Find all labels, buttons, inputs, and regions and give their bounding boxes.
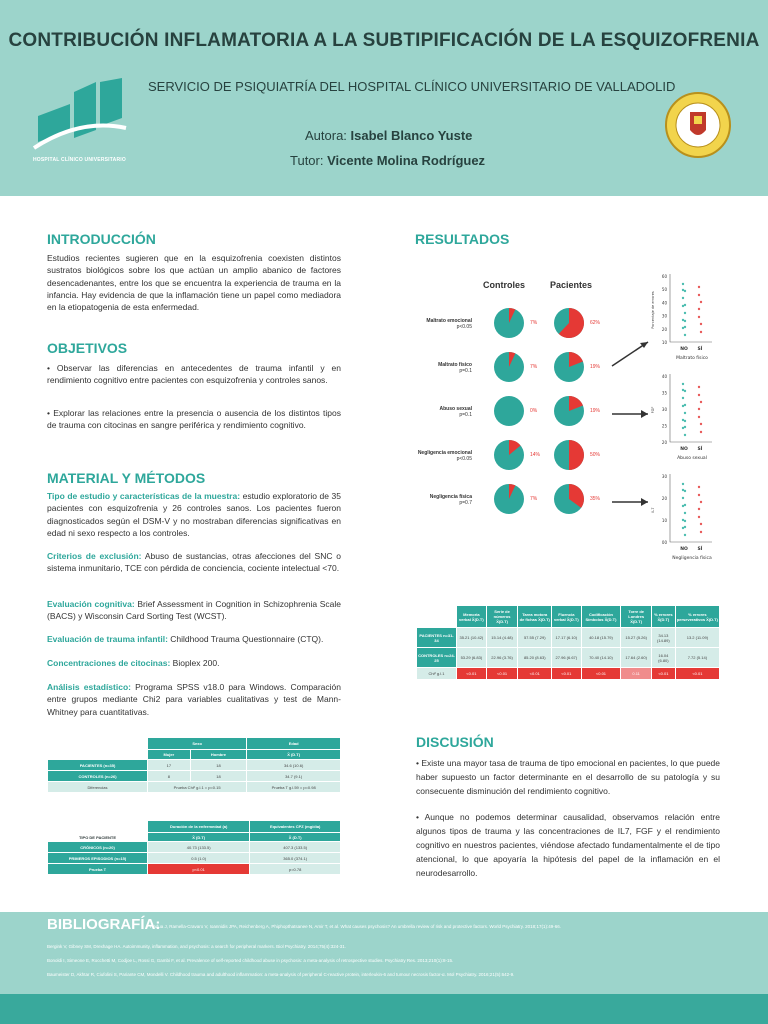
axis: [670, 474, 712, 542]
tick-label: 10: [661, 340, 667, 345]
pie-percent: 7%: [530, 320, 538, 326]
scatter-point: [698, 386, 700, 388]
tick-label: 00: [661, 540, 667, 545]
table-cell: 15.14 (4.48): [486, 628, 518, 648]
scatter-point: [698, 416, 700, 418]
table-cell: 17.17 (6.10): [552, 628, 582, 648]
tick-label: 30: [661, 313, 667, 319]
resultados-heading: RESULTADOS: [415, 231, 510, 247]
table-cell: <0.01: [581, 668, 621, 680]
intro-text: Estudios recientes sugieren que en la esquizofrenia coexisten distintos sustratos biológicos sobre los que actúan un amplio abanico de factores desencadenantes, entre los que se encuentra la experiencia de trauma en la infancia. Hay evidencia de que la inflamación tiene un papel como mediadora en la etiopatogenia de esta enfermedad.: [47, 253, 341, 313]
scatter-point: [682, 489, 684, 491]
metodos-item-1: [47, 550, 341, 575]
hospital-name: HOSPITAL CLÍNICO UNIVERSITARIO: [33, 157, 126, 163]
scatter-point: [700, 301, 702, 303]
table-cell: 40.73 (133.5): [148, 842, 250, 853]
poster-title: CONTRIBUCIÓN INFLAMATORIA A LA SUBTIPIFICACIÓN DE LA ESQUIZOFRENIA: [8, 30, 760, 51]
table-cell: 0.11: [621, 668, 652, 680]
scatter-point: [682, 289, 684, 291]
metodos-text: Brief Assessment in Cognition in Schizophrenia Scale (BACS) y Wisconsin Card Sorting Test (WCST).: [47, 599, 341, 622]
pie-base: [494, 396, 524, 426]
table-cell: 407.3 (133.5): [250, 842, 341, 853]
table-cell: CRÓNICOS (n=20): [48, 842, 148, 853]
x-tick-label: NO: [680, 547, 688, 552]
table-cell: 40.18 (15.79): [581, 628, 621, 648]
scatter-plot: [650, 270, 720, 366]
scatter-point: [700, 431, 702, 433]
table-cell: <0.01: [518, 668, 552, 680]
objetivos-p1: • Observar las diferencias en antecedentes de trauma infantil y en rendimiento cognitivo entre pacientes con esquizofrenia y controles sanos.: [47, 363, 341, 386]
duration-table: [47, 820, 341, 875]
pie-slice: [569, 440, 584, 470]
y-axis-label: IL7: [651, 507, 655, 513]
scatter-point: [682, 319, 684, 321]
th-cognition: Tarea motora de fichas X̄(D.T): [518, 606, 552, 628]
pie-percent: 7%: [530, 496, 538, 502]
tick-label: 30: [661, 407, 667, 412]
pie-pacientes: [552, 482, 586, 516]
scatter-point: [698, 408, 700, 410]
footer-band: [0, 994, 768, 1024]
scatter-point: [684, 404, 686, 406]
intro-heading: INTRODUCCIÓN: [47, 231, 156, 247]
th-sub: X̄ (D.T): [148, 833, 250, 842]
metodos-item-4: [47, 657, 341, 669]
tick-label: 50: [661, 287, 667, 293]
tick-label: 20: [661, 440, 667, 445]
scatter-point: [700, 523, 702, 525]
table-cell: p<0.01: [148, 864, 250, 875]
th-cognition: Fluencia verbal X̄(D.T): [552, 606, 582, 628]
metodos-text: Programa SPSS v18.0 para Windows. Comparación entre grupos mediante Chi2 para variables cualitativas y test de Mann-Whitney para cuantitativas.: [47, 682, 341, 717]
scatter-point: [700, 531, 702, 533]
scatter-point: [698, 286, 700, 288]
row-group: PACIENTES n=31-34: [417, 628, 457, 648]
th-edad-sub: X̄ (D.T): [247, 750, 341, 760]
pie-controles: [492, 394, 526, 428]
table-cell: 365.0 (374.1): [250, 853, 341, 864]
scatter-point: [684, 434, 686, 436]
x-tick-label: NO: [680, 347, 688, 352]
reference: Bergink V, Gibney SM, Drexhage HA. Autoimmunity, inflammation, and psychosis: a search for peripheral markers. Biol Psychiatry. 2014;75(4):324-31.: [47, 944, 347, 949]
metodos-item-3: [47, 633, 341, 645]
table-cell: 18: [190, 771, 247, 782]
discusion-heading: DISCUSIÓN: [416, 734, 494, 750]
table-cell: <0.01: [486, 668, 518, 680]
scatter-point: [700, 323, 702, 325]
table-cell: 15.27 (5.26): [621, 628, 652, 648]
table-cell: 7.72 (5.14): [675, 648, 719, 668]
table-cell: 13.2 (11.09): [675, 628, 719, 648]
table-cell: 17.64 (2.60): [621, 648, 652, 668]
discusion-p1: • Existe una mayor tasa de trauma de tipo emocional en pacientes, lo que puede haber supuesto un factor determinante en el desarrollo de su patología y su consecuente disminución del rendimiento cognitivo.: [416, 758, 720, 796]
table-cell: Diferencias: [48, 782, 148, 793]
author-label: Autora:: [305, 128, 347, 143]
pie-percent: 7%: [530, 364, 538, 370]
pie-pacientes: [552, 438, 586, 472]
objetivos-heading: OBJETIVOS: [47, 340, 128, 356]
x-tick-label: SÍ: [697, 547, 703, 552]
tick-label: 40: [661, 300, 667, 306]
tick-label: 20: [661, 496, 667, 501]
controles-label: Controles: [483, 280, 526, 290]
scatter-point: [684, 326, 686, 328]
scatter-point: [682, 419, 684, 421]
scatter-point: [700, 401, 702, 403]
th-tipo: TIPO DE PACIENTE: [48, 833, 148, 842]
tick-label: 25: [661, 423, 667, 429]
author-name: Isabel Blanco Yuste: [350, 128, 473, 143]
table-cell: PACIENTES (n=35): [48, 760, 148, 771]
y-axis-label: Porcentaje de errores: [651, 291, 655, 329]
scatter-point: [698, 494, 700, 496]
table-cell: 22.96 (3.76): [486, 648, 518, 668]
tick-label: 60: [661, 274, 667, 279]
pie-controles: [492, 438, 526, 472]
pie-pacientes: [552, 394, 586, 428]
pie-row-label: Negligencia emocional p<0.05: [417, 450, 472, 462]
metodos-item-0: [47, 490, 341, 539]
pie-controles: [492, 350, 526, 384]
table-cell: CONTROLES (n=26): [48, 771, 148, 782]
metodos-label: Análisis estadístico:: [47, 682, 131, 692]
th-cpz: Equivalentes CPZ (mg/día): [250, 821, 341, 833]
table-cell: 53.29 (6.83): [457, 648, 487, 668]
metodos-label: Evaluación cognitiva:: [47, 599, 135, 609]
metodos-label: Concentraciones de citocinas:: [47, 658, 171, 668]
th-cognition: Memoria verbal X̄(D.T): [457, 606, 487, 628]
pie-row-label: Maltrato emocional p<0.05: [426, 318, 472, 330]
table-cell: PRIMEROS EPISODIOS (n=15): [48, 853, 148, 864]
scatter-point: [698, 394, 700, 396]
y-axis-label: FGF: [651, 406, 655, 414]
scatter-point: [684, 412, 686, 414]
axis: [670, 374, 712, 442]
th-mujer: Mujer: [148, 750, 191, 760]
scatter-point: [698, 294, 700, 296]
scatter-point: [698, 486, 700, 488]
x-axis-label: Maltrato físico: [676, 356, 708, 361]
th-hombre: Hombre: [190, 750, 247, 760]
metodos-label: Criterios de exclusión:: [47, 551, 142, 561]
x-tick-label: SÍ: [697, 347, 703, 352]
scatter-point: [700, 423, 702, 425]
table-cell: <0.01: [675, 668, 719, 680]
scatter-point: [682, 519, 684, 521]
tick-label: 30: [661, 474, 667, 479]
th-cognition: Codificación Símbolos X̄(D.T): [581, 606, 621, 628]
th-edad: Edad: [247, 738, 341, 750]
metodos-item-2: [47, 598, 341, 623]
x-tick-label: SÍ: [697, 447, 703, 452]
table-cell: 27.96 (6.67): [552, 648, 582, 668]
axis: [670, 274, 712, 342]
bibliography-heading: BIBLIOGRAFÍA:: [47, 916, 161, 933]
scatter-point: [682, 383, 684, 385]
scatter-point: [698, 308, 700, 310]
objetivos-p2: • Explorar las relaciones entre la presencia o ausencia de los distintos tipos de trauma con citocinas en sangre periférica y rendimiento cognitivo.: [47, 408, 341, 431]
pie-row-label: Abuso sexual p=0.1: [439, 406, 472, 418]
pie-percent: 35%: [590, 496, 601, 502]
scatter-point: [698, 516, 700, 518]
pie-chart-grid: [400, 298, 620, 518]
table-cell: <0.01: [552, 668, 582, 680]
metodos-text: Bioplex 200.: [170, 658, 220, 668]
scatter-point: [700, 501, 702, 503]
scatter-point: [682, 397, 684, 399]
row-group: CONTROLES n=24-25: [417, 648, 457, 668]
pie-percent: 14%: [530, 452, 541, 458]
table-cell: <0.01: [457, 668, 487, 680]
table-cell: 8: [148, 771, 191, 782]
table-cell: 85.20 (8.63): [518, 648, 552, 668]
row-group: Chi² g.l.1: [417, 668, 457, 680]
th-sexo: Sexo: [148, 738, 247, 750]
pie-percent: 50%: [590, 452, 601, 458]
table-cell: Prueba T g.l.59 = p=0.98: [247, 782, 341, 793]
demographics-table: [47, 737, 341, 793]
university-seal: [664, 82, 732, 168]
x-tick-label: NO: [680, 447, 688, 452]
table-cell: 17: [148, 760, 191, 771]
scatter-point: [700, 331, 702, 333]
scatter-point: [698, 316, 700, 318]
metodos-text: Childhood Trauma Questionnaire (CTQ).: [167, 634, 324, 644]
table-cell: Prueba T: [48, 864, 148, 875]
tutor-name: Vicente Molina Rodríguez: [327, 153, 486, 168]
scatter-point: [684, 504, 686, 506]
tick-label: 40: [661, 374, 667, 379]
th-cognition: % errores perseverativos X̄(D.T): [675, 606, 719, 628]
th-sub: X̄ (D.T): [250, 833, 341, 842]
tutor-label: Tutor:: [290, 153, 324, 168]
pie-pacientes: [552, 306, 586, 340]
metodos-label: Evaluación de trauma infantil:: [47, 634, 168, 644]
th-duracion: Duración de la enfermedad (a): [148, 821, 250, 833]
metodos-item-5: [47, 681, 341, 718]
scatter-plots: [650, 270, 720, 580]
pie-percent: 0%: [530, 408, 538, 414]
scatter-point: [698, 508, 700, 510]
pie-row-label: Maltrato físico p=0.1: [438, 362, 472, 374]
pie-percent: 62%: [590, 320, 601, 326]
scatter-point: [682, 297, 684, 299]
table-cell: Prueba Chi² g.l.1 = p=0.15: [148, 782, 247, 793]
scatter-point: [684, 534, 686, 536]
scatter-point: [684, 512, 686, 514]
scatter-point: [682, 497, 684, 499]
discusion-p2: • Aunque no podemos determinar causalidad, observamos relación entre algunos tipos de trauma y las concentraciones de IL7, FGF y el rendimiento cognitivo en nuestros pacientes, viéndose afectado fundamentalmente el de tipo atencional, lo que apoyaría la hipótesis del papel de la inflamación en el neurodesarrollo.: [416, 812, 720, 878]
table-cell: 16.04 (6.80): [651, 648, 675, 668]
th-cognition: Serie de números X̄(D.T): [486, 606, 518, 628]
scatter-point: [684, 334, 686, 336]
pie-percent: 19%: [590, 364, 601, 370]
pie-controles: [492, 482, 526, 516]
tick-label: 20: [661, 326, 667, 332]
poster-subtitle: SERVICIO DE PSIQUIATRÍA DEL HOSPITAL CLÍNICO UNIVERSITARIO DE VALLADOLID: [148, 79, 676, 94]
metodos-text: Abuso de sustancias, otras afecciones del SNC o sistema inmunitario, TCE con pérdida de conciencia, cociente intelectual <70.: [47, 551, 341, 574]
scatter-point: [684, 426, 686, 428]
metodos-heading: MATERIAL Y MÉTODOS: [47, 470, 206, 486]
pie-percent: 19%: [590, 408, 601, 414]
x-axis-label: Abuso sexual: [677, 456, 707, 461]
table-cell: 34.13 (14.89): [651, 628, 675, 648]
th-cognition: % errores X̄(D.T): [651, 606, 675, 628]
scatter-point: [684, 312, 686, 314]
pie-controles: [492, 306, 526, 340]
table-cell: 34.7 (9.1): [247, 771, 341, 782]
table-cell: 34.6 (10.6): [247, 760, 341, 771]
scatter-point: [682, 283, 684, 285]
scatter-point: [684, 526, 686, 528]
hospital-logo: [30, 78, 130, 156]
table-corner: [417, 606, 457, 628]
metodos-text: estudio exploratorio de 35 pacientes con esquizofrenia y 26 controles sanos. Los pacientes fueron diagnosticados según el DSM-V y no mostraban diferencias significativas en edad ni sexo respecto a los controles.: [47, 491, 341, 538]
reference: Radua J, Ramella-Cravaro V, Ioannidis JPA, Reichenberg A, Phiphopthatsanee N, Amir T, et al. What causes psychosis? An umbrella review of risk and protective factors. World Psychiatry. 2018;17(1):49-66.: [150, 924, 561, 929]
table-cell: 18: [190, 760, 247, 771]
reference: Baumeister D, Akhtar R, Ciufolini S, Pariante CM, Mondelli V. Childhood trauma and adulthood inflammation: a meta-analysis of peripheral C-reactive protein, interleukin-6 and tumour necrosis factor-α. Mol Psychiatry. 2016;21(5):642-9.: [47, 972, 515, 977]
arrows: [608, 330, 652, 530]
cognition-table: [416, 605, 720, 680]
metodos-label: Tipo de estudio y características de la muestra:: [47, 491, 241, 501]
scatter-plot: [650, 370, 720, 466]
table-cell: 57.55 (7.29): [518, 628, 552, 648]
pie-row-label: Negligencia física p=0.7: [429, 494, 472, 506]
th-cognition: Torre de Londres X̄(D.T): [621, 606, 652, 628]
tick-label: 10: [661, 518, 667, 523]
tick-label: 35: [661, 390, 667, 396]
x-axis-label: Negligencia física: [672, 556, 712, 561]
reference: Bonoldi I, Simeone E, Rocchetti M, Codjoe L, Rossi G, Gambi F, et al. Prevalence of self-reported childhood abuse in psychosis: a meta-analysis of retrospective studies. Psychiatry Res. 2013;210(1):8-15.: [47, 958, 454, 963]
scatter-point: [684, 304, 686, 306]
table-cell: <0.01: [651, 668, 675, 680]
table-cell: 35.21 (10.42): [457, 628, 487, 648]
table-cell: 0.5 (1.0): [148, 853, 250, 864]
pie-pacientes: [552, 350, 586, 384]
table-cell: 70.40 (14.10): [581, 648, 621, 668]
scatter-point: [682, 389, 684, 391]
author-line: [305, 128, 472, 143]
pacientes-label: Pacientes: [550, 280, 593, 290]
table-cell: p=0.78: [250, 864, 341, 875]
tutor-line: [290, 153, 485, 168]
scatter-point: [682, 483, 684, 485]
scatter-plot: [650, 470, 720, 566]
